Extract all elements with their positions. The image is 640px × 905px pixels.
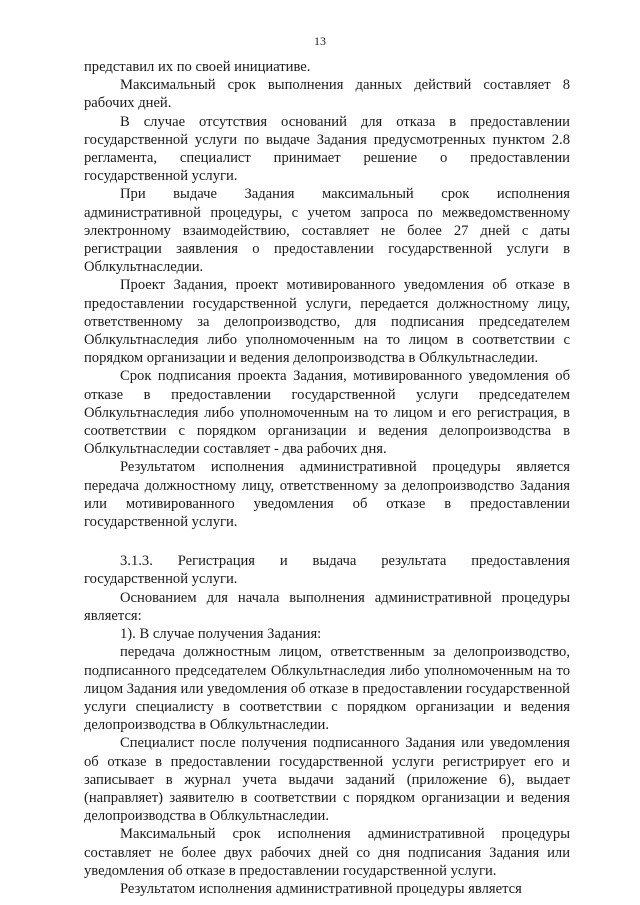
paragraph-truncated: Результатом исполнения административной процедуры является (120, 880, 522, 897)
paragraph: Основанием для начала выполнения административной процедуры является: (84, 589, 570, 624)
paragraph: Результатом исполнения административной процедуры является передача должностному лицу, ответственному за делопроизводство Задания или мотивированного уведомления об отказе в предоставлении государственной услуги. (84, 459, 570, 531)
document-body (84, 58, 570, 898)
paragraph: Специалист после получения подписанного Задания или уведомления об отказе в предоставлении государственной услуги регистрирует его и записывает в журнал учета выдачи заданий (приложение 6), выдает (направляет) заявителю в соответствии с порядком организации и ведения делопроизводства в Облкультнаследии. (84, 735, 570, 825)
paragraph: Срок подписания проекта Задания, мотивированного уведомления об отказе в предоставлении государственной услуги председателем Облкультнаследия либо уполномоченным на то лицом и его регистрация, в соответствии с порядком организации и ведения делопроизводства в Облкультнаследии составляет - два рабочих дня. (84, 368, 570, 458)
paragraph: передача должностным лицом, ответственным за делопроизводство, подписанного председателем Облкультнаследия либо уполномоченным на то лицом Задания или уведомления об отказе в предоставлении государственной услуги специалисту в соответствии с порядком организации и ведения делопроизводства в Облкультнаследии. (84, 644, 570, 734)
section-heading: 3.1.3. Регистрация и выдача результата предоставления государственной услуги. (84, 553, 570, 588)
paragraph: Проект Задания, проект мотивированного уведомления об отказе в предоставлении государственной услуги, передается должностному лицу, ответственному за делопроизводство, для подписания председателем Облкультнаследия либо уполномоченным на то лицом в соответствии с порядком организации и ведения делопроизводства в Облкультнаследии. (84, 277, 570, 367)
paragraph-continuation: представил их по своей инициативе. (84, 59, 311, 75)
list-item-heading: 1). В случае получения Задания: (120, 626, 322, 643)
paragraph: Максимальный срок исполнения административной процедуры составляет не более двух рабочих дней со дня подписания Задания или уведомления об отказе в предоставлении государственной услуги. (84, 826, 570, 879)
page-number: 13 (314, 34, 326, 48)
paragraph: При выдаче Задания максимальный срок исполнения административной процедуры, с учетом запроса по межведомственному электронному взаимодействию, составляет не более 27 дней с даты регистрации заявления о предоставлении государственной услуги в Облкультнаследии. (84, 186, 570, 276)
section-spacer (84, 531, 570, 552)
paragraph: В случае отсутствия оснований для отказа в предоставлении государственной услуги по выдаче Задания предусмотренных пунктом 2.8 регламента, специалист принимает решение о предоставлении государственной услуги. (84, 113, 570, 185)
paragraph: Максимальный срок выполнения данных действий составляет 8 рабочих дней. (84, 77, 570, 112)
